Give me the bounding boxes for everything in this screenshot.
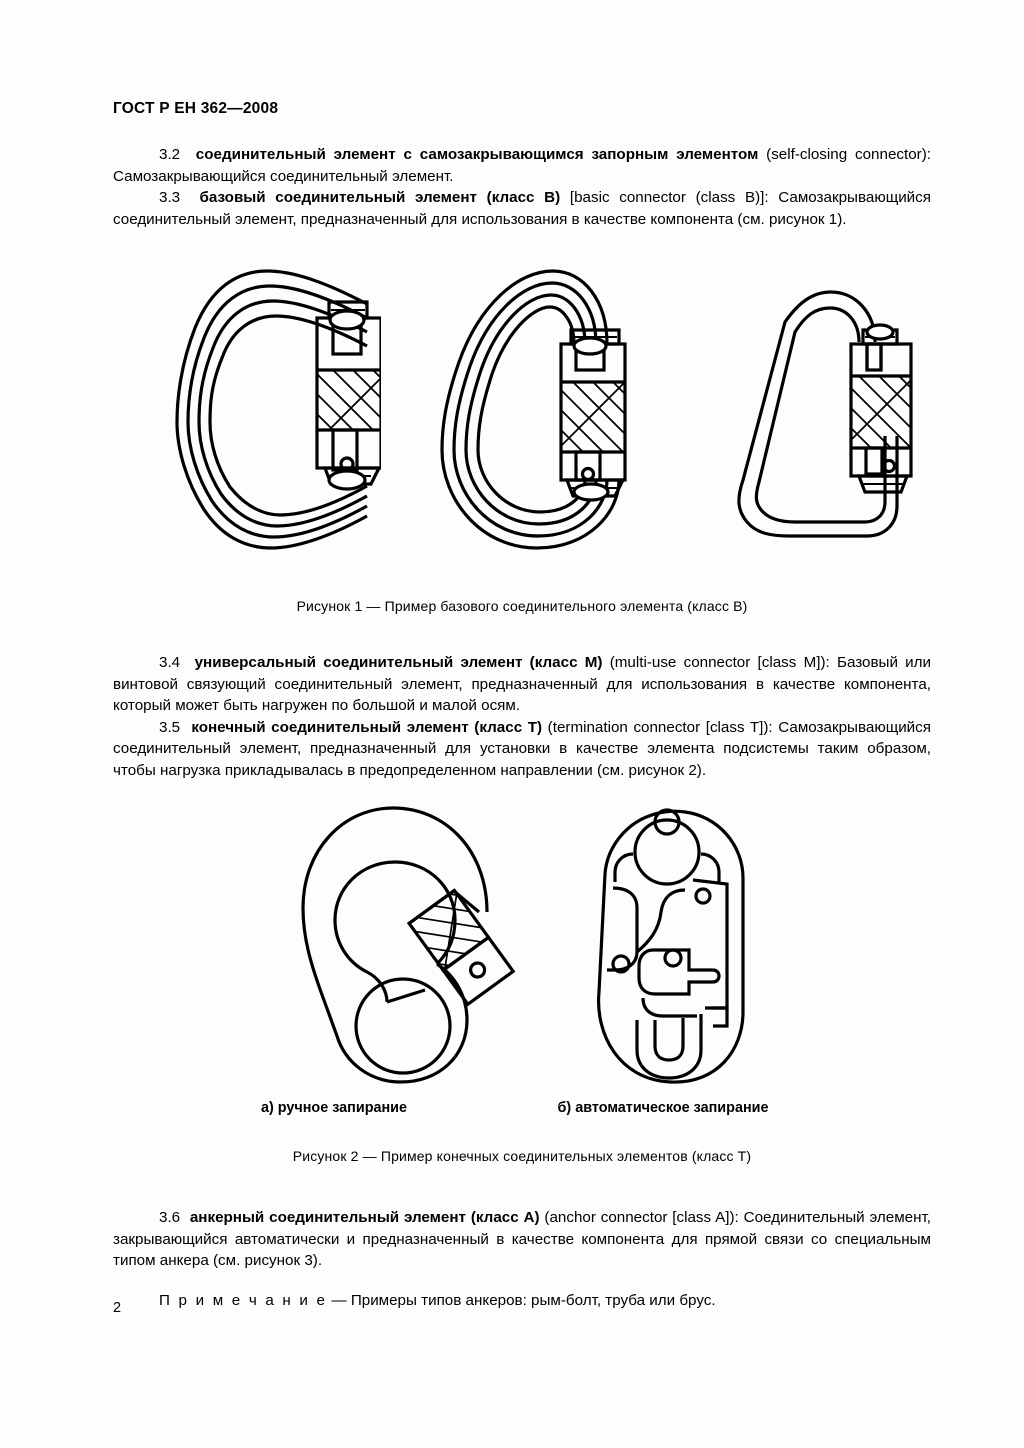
clause-3-4-term: универсальный соединительный элемент (класс M) bbox=[194, 654, 603, 671]
d-shaped-screwlock-carabiner bbox=[171, 258, 381, 558]
figure-2-label-b: б) автоматическое запирание bbox=[557, 1100, 769, 1116]
page-content bbox=[113, 0, 931, 1448]
figure-1 bbox=[113, 258, 931, 628]
clause-3-4-number: 3.4 bbox=[159, 654, 181, 671]
clause-3-4-english: (multi-use connector [class M]): bbox=[602, 654, 837, 671]
clause-3-5-term: конечный соединительный элемент (класс T) bbox=[191, 718, 543, 736]
clause-3-6-english: (anchor connector [class A]): bbox=[539, 1209, 744, 1226]
clause-3-4 bbox=[113, 652, 931, 717]
clause-block-3-6 bbox=[113, 1207, 931, 1311]
figure-2-caption: Рисунок 2 — Пример конечных соединительных элементов (класс T) bbox=[292, 1148, 752, 1164]
clause-3-3 bbox=[113, 187, 931, 230]
clause-3-3-english: [basic connector (class B)]: bbox=[560, 189, 779, 207]
note-paragraph bbox=[113, 1290, 931, 1312]
clause-3-5-english: (termination connector [class T]): bbox=[542, 718, 779, 736]
rebar-hook-automatic-lock bbox=[593, 802, 763, 1092]
snap-hook-manual-lock bbox=[291, 800, 521, 1090]
clause-3-3-term: базовый соединительный элемент (класс B) bbox=[199, 189, 561, 207]
clause-3-6-definition: Соединительный элемент, закрывающийся автоматически и предназначенный в качестве компонента для прямой связи со специальным типом анкера (см. рисунок 3). bbox=[113, 1209, 931, 1270]
standard-header: ГОСТ Р ЕН 362—2008 bbox=[113, 100, 279, 117]
note-dash: — bbox=[327, 1291, 351, 1309]
clause-3-6 bbox=[113, 1207, 931, 1272]
note-label: П р и м е ч а н и е bbox=[159, 1291, 328, 1309]
clause-3-2-definition: Самозакрывающийся соединительный элемент. bbox=[113, 167, 454, 185]
clause-3-3-definition: Самозакрывающийся соединительный элемент, предназначенный для использования в качестве компонента (см. рисунок 1). bbox=[113, 189, 931, 228]
page-number: 2 bbox=[113, 1300, 122, 1316]
clause-block-3-4-3-5 bbox=[113, 652, 931, 782]
clause-3-6-term: анкерный соединительный элемент (класс A) bbox=[189, 1209, 540, 1226]
pear-shaped-screwlock-carabiner bbox=[439, 258, 649, 558]
figure-1-caption: Рисунок 1 — Пример базового соединительного элемента (класс B) bbox=[296, 598, 748, 614]
note-text: Примеры типов анкеров: рым-болт, труба или брус. bbox=[350, 1291, 716, 1309]
clause-3-2-english: (self-closing connector): bbox=[758, 146, 931, 163]
clause-3-3-number: 3.3 bbox=[159, 189, 181, 207]
delta-shaped-screwlock-carabiner bbox=[727, 284, 927, 554]
figure-2-label-a: а) ручное запирание bbox=[260, 1100, 408, 1116]
clause-block-3-2-3-3 bbox=[113, 144, 931, 230]
clause-3-5-number: 3.5 bbox=[159, 718, 181, 736]
clause-3-4-definition: Базовый или винтовой связующий соединительный элемент, предназначенный для использования в качестве компонента, который может быть нагружен по большой и малой осям. bbox=[113, 654, 932, 715]
clause-3-2-term: соединительный элемент с самозакрывающимся запорным элементом bbox=[195, 146, 759, 163]
clause-3-6-number: 3.6 bbox=[159, 1209, 181, 1226]
clause-3-5 bbox=[113, 717, 931, 782]
figure-2 bbox=[113, 800, 931, 1180]
clause-3-5-definition: Самозакрывающийся соединительный элемент, предназначенный для установки в качестве элемента подсистемы таким образом, чтобы нагрузка прикладывалась в предопределенном направлении (см. рисунок 2). bbox=[113, 718, 931, 779]
clause-3-2 bbox=[113, 144, 931, 187]
clause-3-2-number: 3.2 bbox=[159, 146, 181, 163]
